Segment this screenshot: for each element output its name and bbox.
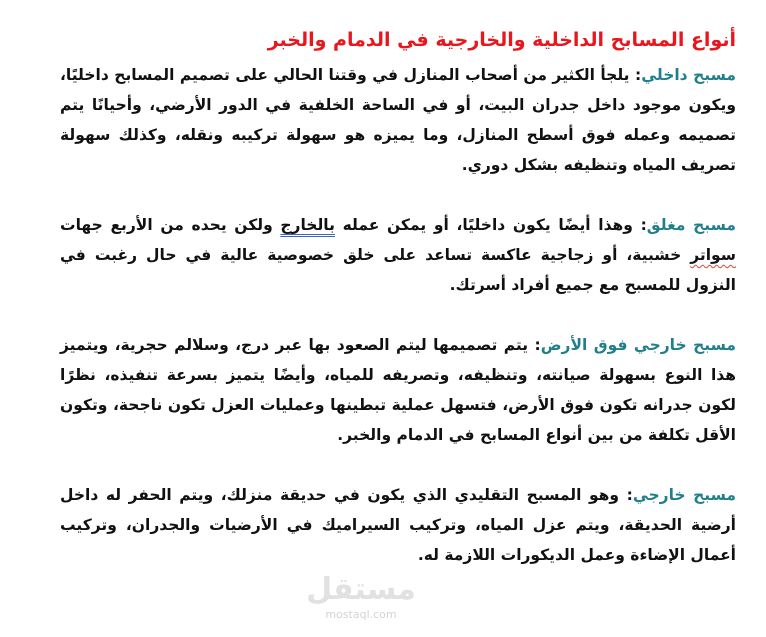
section-body-part: خشبية، أو زجاجية عاكسة تساعد على خلق خصوصية عالية في حال رغبت في النزول للمسبح مع جميع أفراد أسرتك. <box>60 246 736 294</box>
section-above-ground-pool <box>60 330 736 450</box>
section-separator: : <box>619 486 633 504</box>
section-term: مسبح خارجي <box>632 486 736 504</box>
section-term: مسبح داخلي <box>641 66 736 84</box>
section-separator: : <box>629 66 642 84</box>
section-separator: : <box>528 336 541 354</box>
watermark-logo: مستقل <box>306 572 416 607</box>
section-body-part: وهذا أيضًا يكون داخليًا، أو يمكن عمله <box>334 216 633 234</box>
document <box>60 24 736 570</box>
document-title: أنواع المسابح الداخلية والخارجية في الدمام والخبر <box>267 29 736 51</box>
mostaql-watermark <box>306 572 416 632</box>
section-separator: : <box>632 216 647 234</box>
section-enclosed-pool <box>60 210 736 300</box>
section-term: مسبح خارجي فوق الأرض <box>540 336 736 354</box>
section-body-part: ولكن يحده من الأربع جهات <box>60 216 281 234</box>
spellcheck-flagged-word[interactable]: سواتر <box>690 246 736 264</box>
section-body: يلجأ الكثير من أصحاب المنازل في وقتنا الحالي على تصميم المسابح داخليًا، ويكون موجود داخل جدران البيت، أو في الساحة الخلفية في الدور الأرضي، وأحيانًا يتم تصميمه وعمله فوق أسطح المنازل، وما يميزه هو سهولة تركيبه ونقله، وكذلك سهولة تصريف المياه وتنظيفه بشكل دوري. <box>60 66 736 174</box>
section-term: مسبح مغلق <box>646 216 736 234</box>
section-body: وهو المسبح التقليدي الذي يكون في حديقة منزلك، ويتم الحفر له داخل أرضية الحديقة، ويتم عزل المياه، وتركيب السيراميك في الأرضيات والجدران، وتركيب أعمال الإضاءة وعمل الديكورات اللازمة له. <box>60 486 736 564</box>
section-outdoor-pool <box>60 480 736 570</box>
section-indoor-pool <box>60 60 736 180</box>
section-body: يتم تصميمها ليتم الصعود بها عبر درج، وسلالم حجرية، ويتميز هذا النوع بسهولة صيانته، وتنظيفه، وتصريفه للمياه، وأيضًا يتميز بسرعة تنفيذه، نظرًا لكون جدرانه تكون فوق الأرض، فتسهل عملية تبطينها وعمليات العزل تكون ناجحة، وتكون الأقل تكلفة من بين أنواع المسابح في الدمام والخبر. <box>60 336 736 444</box>
grammar-flagged-word[interactable]: بالخارج <box>280 216 335 234</box>
watermark-domain: mostaql.com <box>325 608 397 621</box>
